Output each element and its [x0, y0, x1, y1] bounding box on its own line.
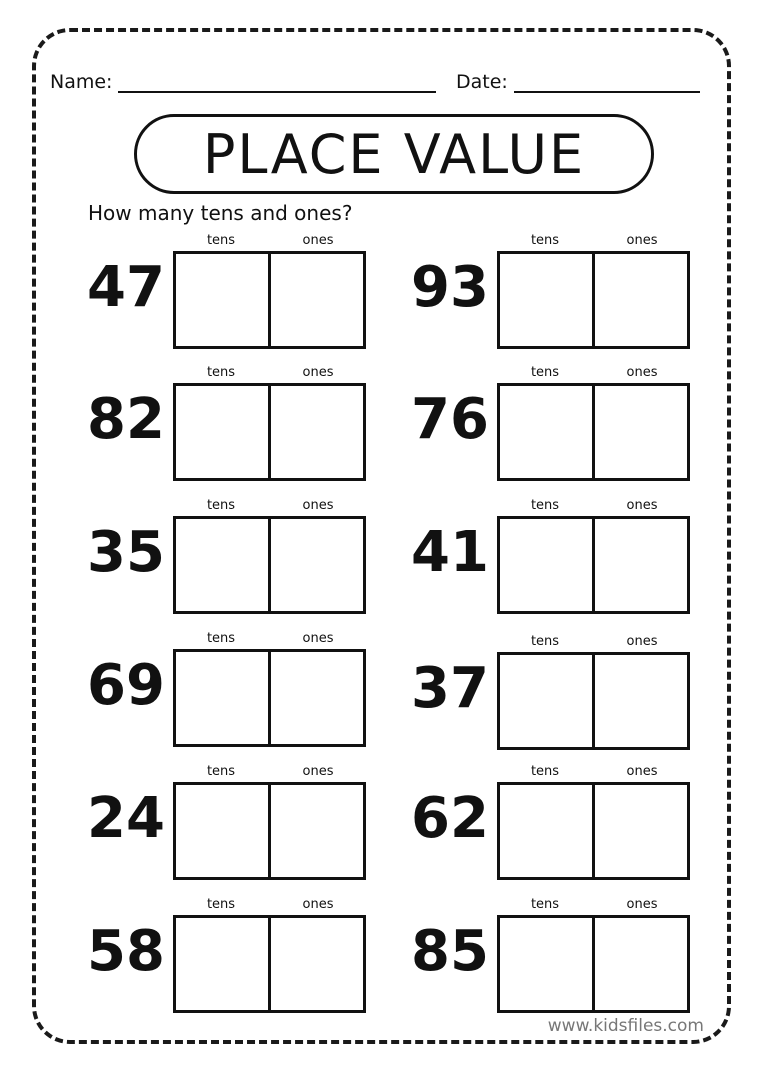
tens-answer-cell[interactable] — [176, 652, 268, 744]
tens-answer-cell[interactable] — [176, 918, 268, 1010]
answer-box — [497, 652, 690, 750]
tens-header: tens — [206, 764, 236, 779]
ones-answer-cell[interactable] — [592, 655, 687, 747]
tens-answer-cell[interactable] — [500, 254, 592, 346]
tens-header: tens — [530, 365, 560, 380]
tens-answer-cell[interactable] — [500, 386, 592, 478]
date-label: Date: — [456, 71, 508, 93]
answer-box — [173, 915, 366, 1013]
tens-header: tens — [206, 365, 236, 380]
tens-answer-cell[interactable] — [176, 386, 268, 478]
name-label: Name: — [50, 71, 113, 93]
ones-answer-cell[interactable] — [268, 918, 363, 1010]
tens-answer-cell[interactable] — [500, 655, 592, 747]
tens-header: tens — [206, 233, 236, 248]
answer-box — [173, 649, 366, 747]
problem-item — [402, 233, 702, 353]
ones-header: ones — [626, 498, 658, 513]
problem-item — [402, 764, 702, 884]
answer-box — [497, 782, 690, 880]
ones-answer-cell[interactable] — [592, 918, 687, 1010]
answer-box — [497, 383, 690, 481]
problem-number: 47 — [87, 255, 165, 320]
ones-answer-cell[interactable] — [592, 254, 687, 346]
ones-answer-cell[interactable] — [268, 519, 363, 611]
problem-number: 41 — [411, 520, 489, 585]
tens-answer-cell[interactable] — [500, 918, 592, 1010]
instruction-text: How many tens and ones? — [88, 201, 353, 225]
problem-number: 62 — [411, 786, 489, 851]
ones-header: ones — [626, 365, 658, 380]
ones-answer-cell[interactable] — [268, 652, 363, 744]
tens-header: tens — [206, 498, 236, 513]
page-title: PLACE VALUE — [134, 114, 654, 194]
tens-header: tens — [206, 897, 236, 912]
problem-item — [78, 233, 378, 353]
problem-item — [78, 365, 378, 485]
ones-answer-cell[interactable] — [268, 254, 363, 346]
problem-item — [78, 764, 378, 884]
problem-number: 35 — [87, 520, 165, 585]
ones-answer-cell[interactable] — [592, 519, 687, 611]
problem-item — [402, 365, 702, 485]
name-field[interactable] — [50, 71, 436, 93]
ones-header: ones — [302, 365, 334, 380]
ones-header: ones — [302, 631, 334, 646]
ones-answer-cell[interactable] — [592, 785, 687, 877]
answer-box — [173, 782, 366, 880]
problem-number: 24 — [87, 786, 165, 851]
problem-item — [402, 498, 702, 618]
tens-answer-cell[interactable] — [500, 519, 592, 611]
ones-header: ones — [302, 498, 334, 513]
tens-answer-cell[interactable] — [176, 785, 268, 877]
ones-header: ones — [626, 897, 658, 912]
answer-box — [173, 251, 366, 349]
problem-number: 37 — [411, 656, 489, 721]
tens-header: tens — [530, 897, 560, 912]
answer-box — [173, 516, 366, 614]
tens-header: tens — [530, 498, 560, 513]
problem-number: 82 — [87, 387, 165, 452]
date-field[interactable] — [456, 71, 700, 93]
tens-header: tens — [530, 634, 560, 649]
ones-header: ones — [302, 233, 334, 248]
answer-box — [497, 915, 690, 1013]
ones-header: ones — [626, 233, 658, 248]
tens-header: tens — [530, 233, 560, 248]
tens-answer-cell[interactable] — [176, 254, 268, 346]
tens-header: tens — [530, 764, 560, 779]
problem-item — [402, 634, 702, 754]
problem-item — [78, 498, 378, 618]
date-underline[interactable] — [514, 73, 700, 93]
ones-header: ones — [626, 634, 658, 649]
answer-box — [497, 516, 690, 614]
ones-answer-cell[interactable] — [592, 386, 687, 478]
problem-number: 58 — [87, 919, 165, 984]
name-underline[interactable] — [118, 73, 436, 93]
problem-item — [402, 897, 702, 1017]
problem-number: 69 — [87, 653, 165, 718]
problem-item — [78, 897, 378, 1017]
ones-header: ones — [302, 764, 334, 779]
problem-number: 85 — [411, 919, 489, 984]
answer-box — [173, 383, 366, 481]
ones-answer-cell[interactable] — [268, 386, 363, 478]
footer-website: www.kidsfiles.com — [547, 1016, 704, 1036]
answer-box — [497, 251, 690, 349]
problem-number: 93 — [411, 255, 489, 320]
ones-header: ones — [302, 897, 334, 912]
tens-answer-cell[interactable] — [500, 785, 592, 877]
tens-header: tens — [206, 631, 236, 646]
ones-answer-cell[interactable] — [268, 785, 363, 877]
problem-number: 76 — [411, 387, 489, 452]
problem-item — [78, 631, 378, 751]
tens-answer-cell[interactable] — [176, 519, 268, 611]
ones-header: ones — [626, 764, 658, 779]
